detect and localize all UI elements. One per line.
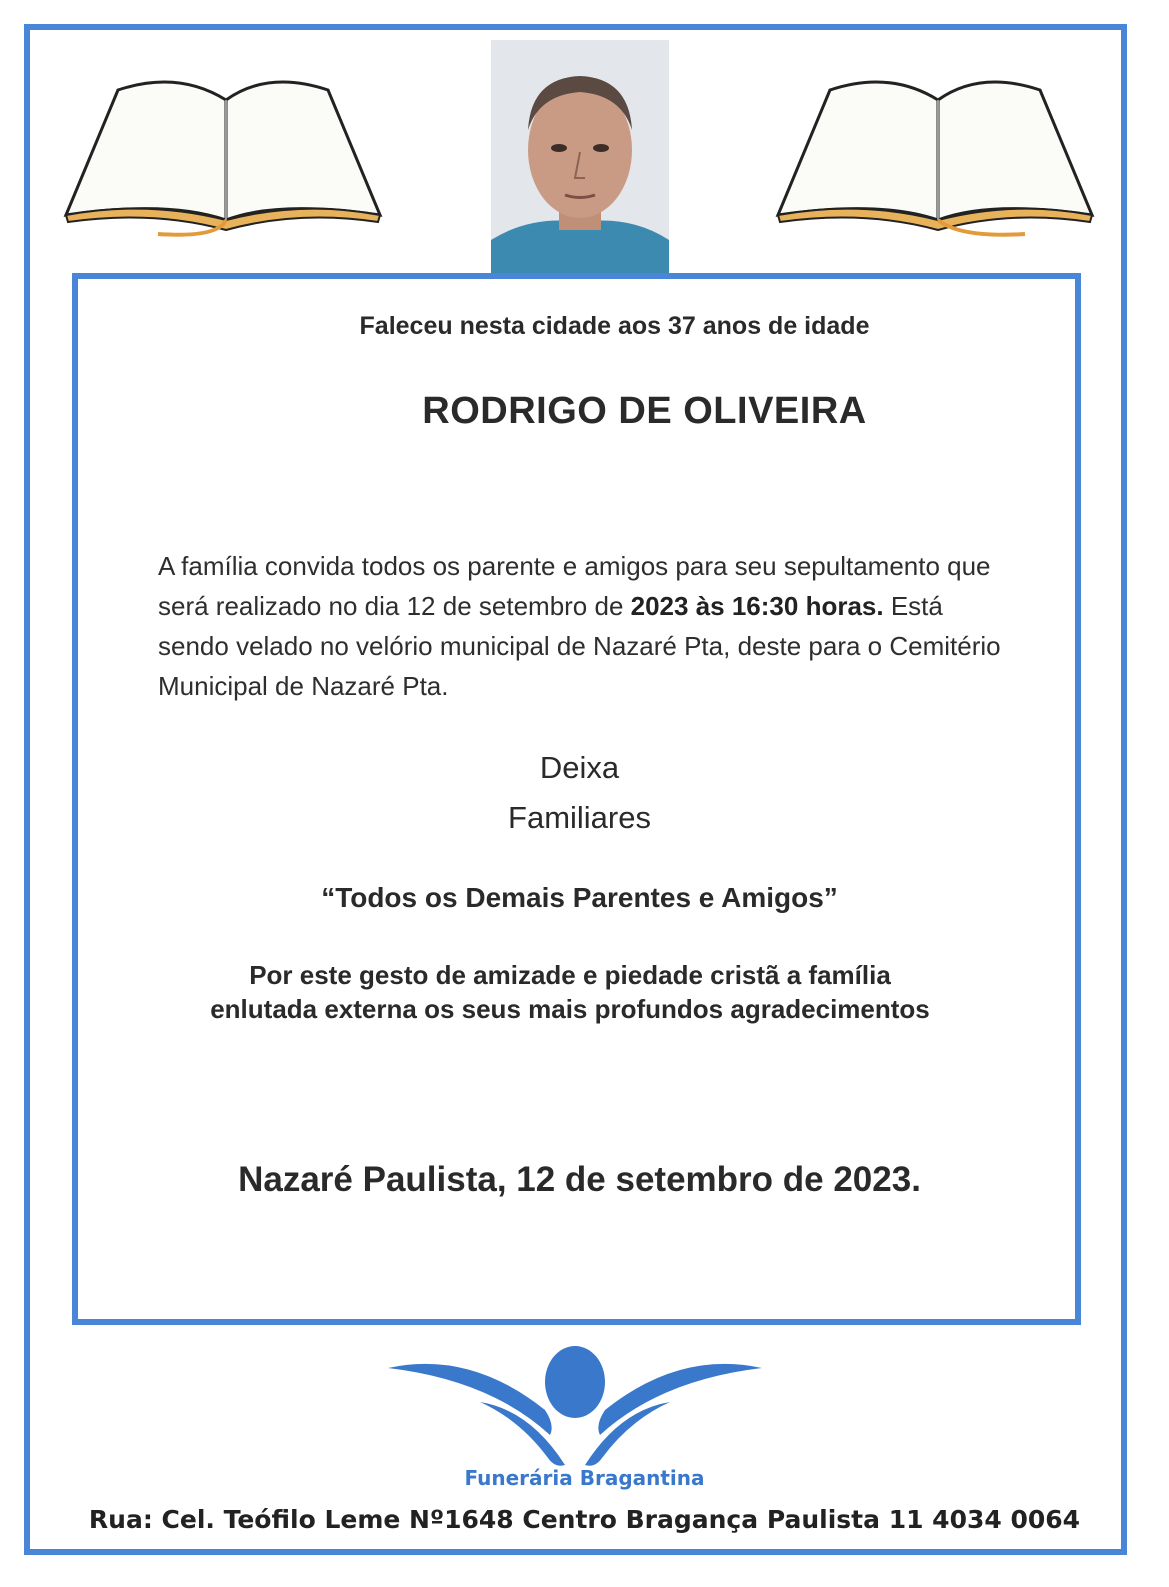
details-text-2: Está sendo velado no velório municipal de Nazaré Pta, deste para o Cemitério Municipal de Nazaré Pta.: [158, 591, 1001, 701]
funeral-home-logo: [380, 1340, 770, 1475]
deceased-name: RODRIGO DE OLIVEIRA: [422, 390, 867, 432]
open-book-icon: [58, 70, 388, 240]
quote: “Todos os Demais Parentes e Amigos”: [321, 882, 838, 913]
details-text-1: A família convida todos os parente e amigos para seu sepultamento que será realizado no dia 12 de setembro de: [158, 551, 991, 621]
thanks-line-1: Por este gesto de amizade e piedade cristã a família: [249, 960, 891, 990]
thanks-message: [140, 958, 1000, 1026]
intro-text: Faleceu nesta cidade aos 37 anos de idade: [359, 312, 870, 340]
address: Rua: Cel. Teófilo Leme Nº1648 Centro Bragança Paulista 11 4034 0064: [88, 1505, 1081, 1534]
thanks-line-2: enlutada externa os seus mais profundos agradecimentos: [210, 994, 930, 1024]
place-date: Nazaré Paulista, 12 de setembro de 2023.: [238, 1160, 921, 1199]
details-time: 2023 às 16:30 horas.: [630, 591, 884, 621]
leaves-label: Deixa: [539, 750, 620, 785]
portrait-photo: [491, 40, 669, 276]
leaves-value: Familiares: [508, 800, 651, 835]
brand-name: Funerária Bragantina: [464, 1466, 705, 1490]
open-book-icon: [770, 70, 1100, 240]
funeral-details: [158, 546, 1008, 706]
